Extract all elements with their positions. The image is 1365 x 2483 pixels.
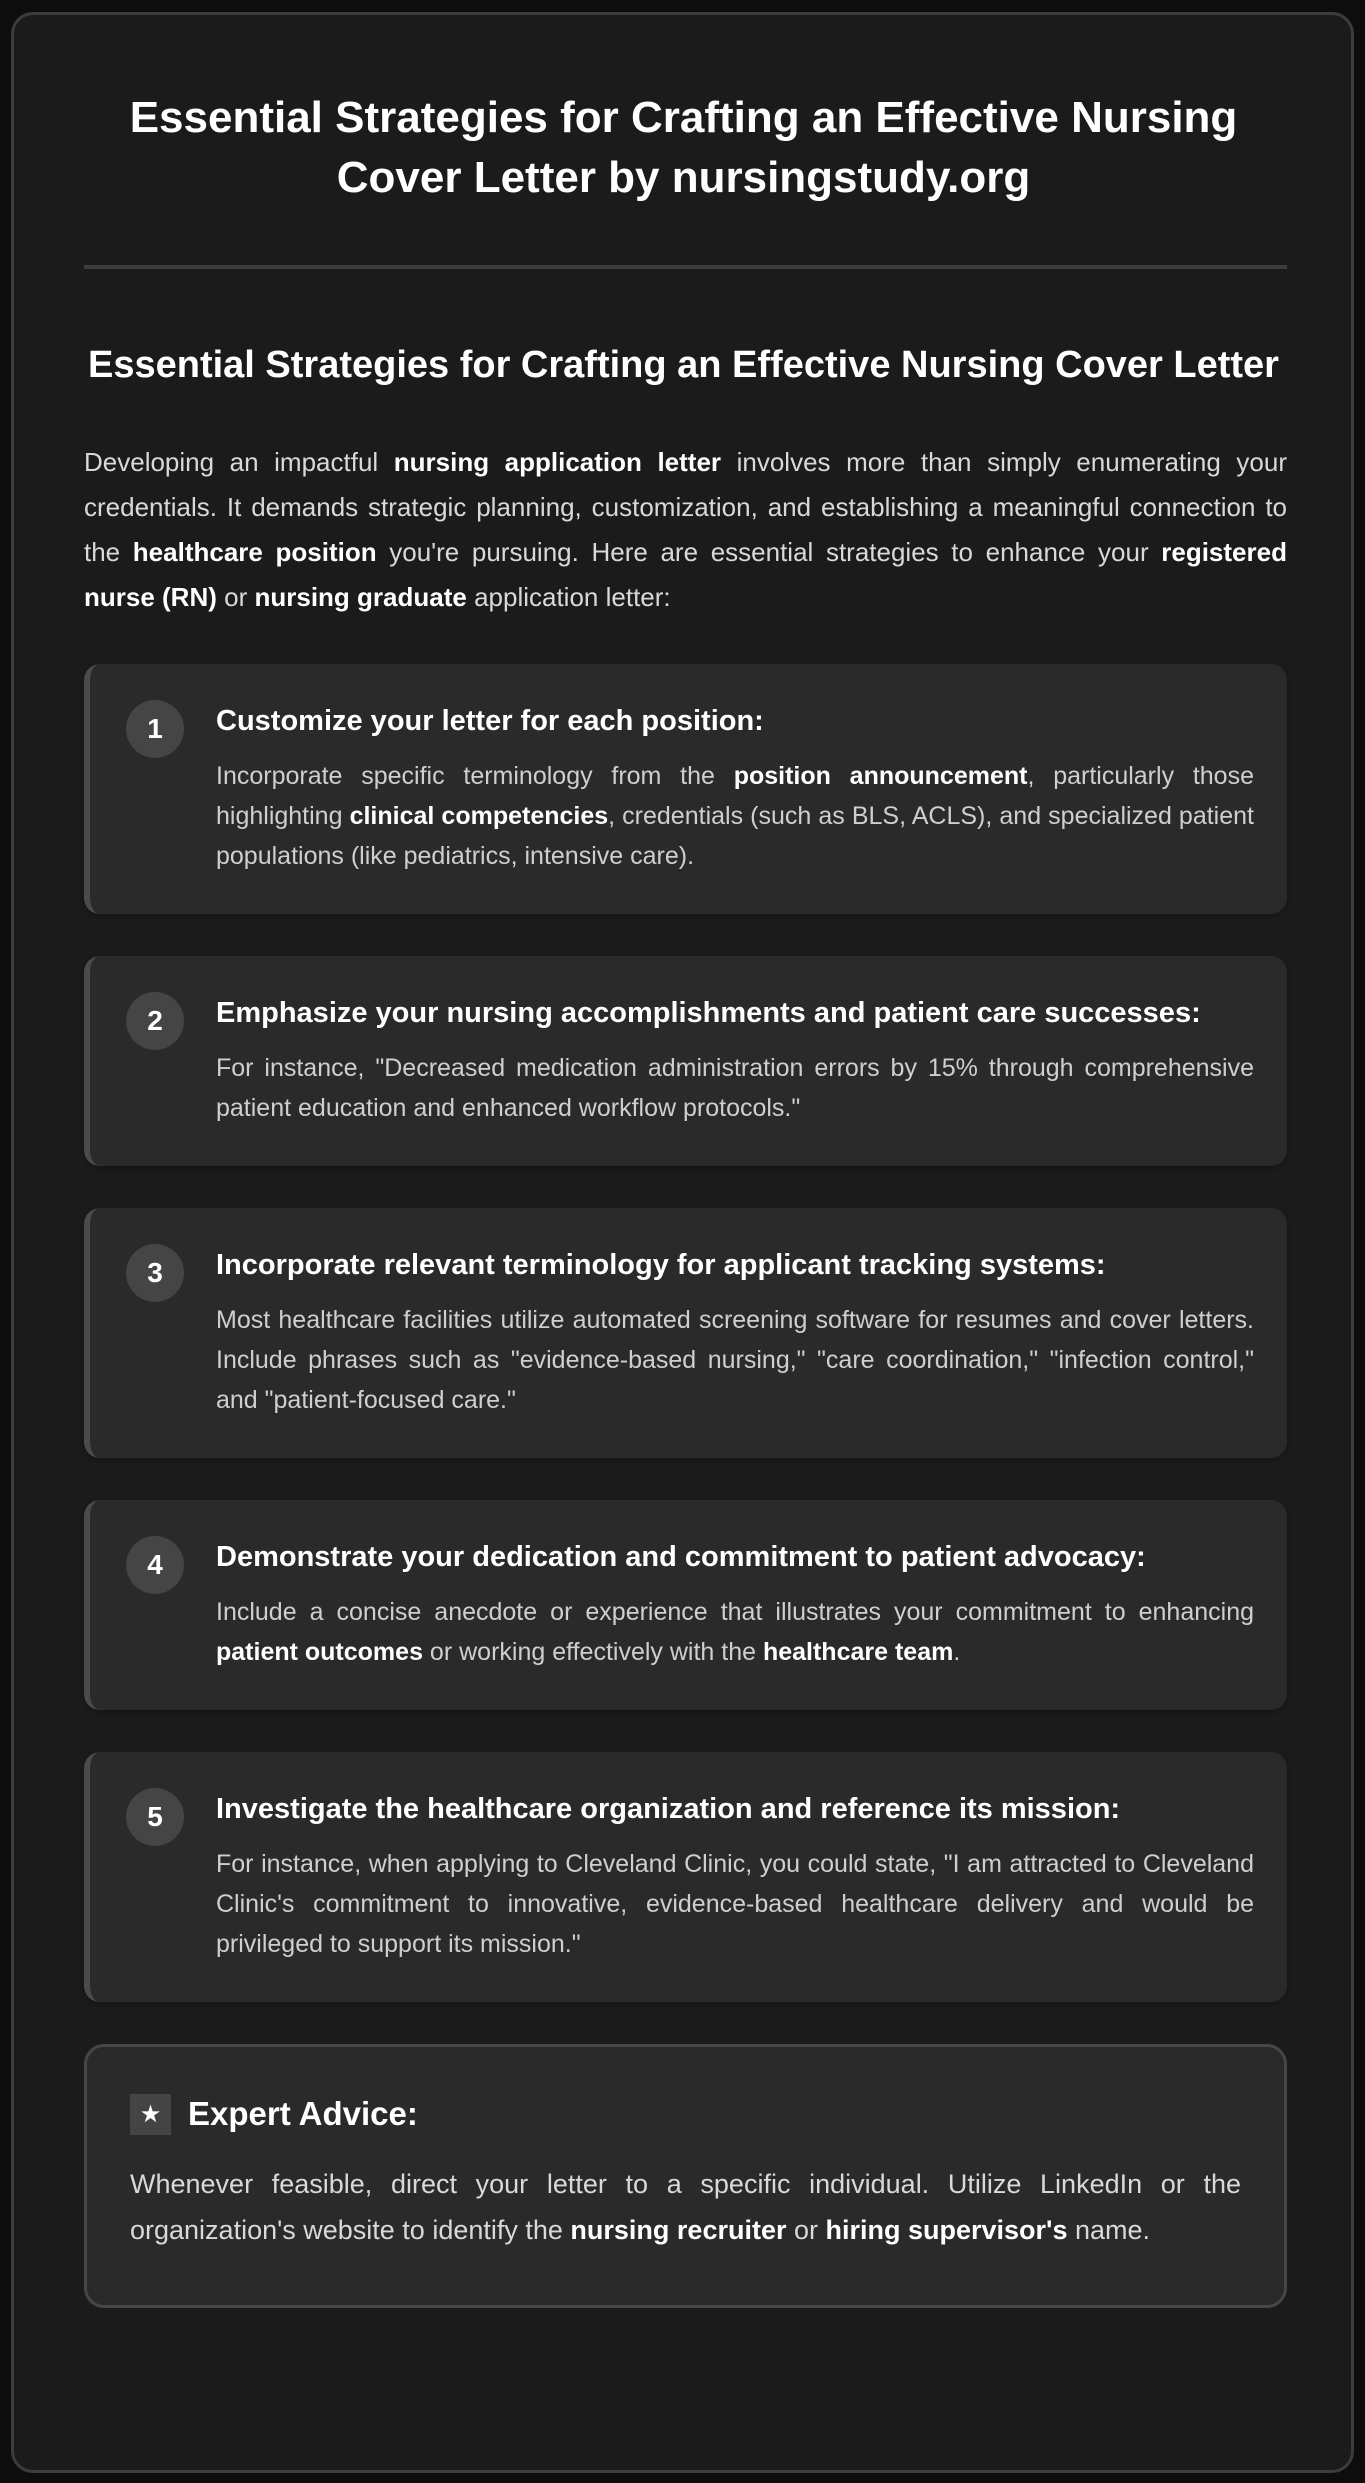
strategy-description: Incorporate specific terminology from the position announcement, particularly those highlighting clinical competencies, credentials (such as BLS, ACLS), and specialized patient populations (like pediatrics, intensive care).	[216, 762, 1254, 870]
page-title: Essential Strategies for Crafting an Effective Nursing Cover Letter by nursingstudy.org	[129, 93, 1238, 202]
strategy-title: Demonstrate your dedication and commitment to patient advocacy:	[216, 1541, 1146, 1573]
strategy-card	[84, 956, 1287, 1166]
step-number-badge: 4	[126, 1536, 184, 1594]
step-number-badge: 3	[126, 1244, 184, 1302]
page-container	[11, 12, 1354, 2473]
strategy-title: Emphasize your nursing accomplishments and patient care successes:	[216, 997, 1201, 1029]
title-divider	[84, 265, 1287, 269]
advice-text: Whenever feasible, direct your letter to a specific individual. Utilize LinkedIn or the organization's website to identify the nursing recruiter or hiring supervisor's name.	[130, 2169, 1241, 2245]
strategy-list	[84, 664, 1287, 2002]
expert-advice-box	[84, 2044, 1287, 2308]
intro-paragraph: Developing an impactful nursing application letter involves more than simply enumerating your credentials. It demands strategic planning, customization, and establishing a meaningful connection to the healthcare position you're pursuing. Here are essential strategies to enhance your registered nurse (RN) or nursing graduate application letter:	[84, 447, 1287, 612]
strategy-description: For instance, "Decreased medication administration errors by 15% through comprehensive patient education and enhanced workflow protocols."	[216, 1054, 1254, 1122]
strategy-description: For instance, when applying to Cleveland Clinic, you could state, "I am attracted to Cleveland Clinic's commitment to innovative, evidence-based healthcare delivery and would be privileged to support its mission."	[216, 1850, 1254, 1958]
section-title: Essential Strategies for Crafting an Effective Nursing Cover Letter	[88, 344, 1279, 386]
strategy-card	[84, 1752, 1287, 2002]
star-icon: ★	[130, 2094, 171, 2135]
strategy-card	[84, 1500, 1287, 1710]
advice-title: Expert Advice:	[188, 2095, 418, 2132]
step-number-badge: 5	[126, 1788, 184, 1846]
strategy-card	[84, 664, 1287, 914]
strategy-description: Include a concise anecdote or experience that illustrates your commitment to enhancing patient outcomes or working effectively with the healthcare team.	[216, 1598, 1254, 1666]
step-number-badge: 2	[126, 992, 184, 1050]
strategy-description: Most healthcare facilities utilize automated screening software for resumes and cover letters. Include phrases such as "evidence-based nursing," "care coordination," "infection control," and "patient-focused care."	[216, 1306, 1254, 1414]
strategy-title: Customize your letter for each position:	[216, 705, 764, 737]
strategy-card	[84, 1208, 1287, 1458]
step-number-badge: 1	[126, 700, 184, 758]
strategy-title: Investigate the healthcare organization and reference its mission:	[216, 1793, 1121, 1825]
strategy-title: Incorporate relevant terminology for applicant tracking systems:	[216, 1249, 1106, 1281]
